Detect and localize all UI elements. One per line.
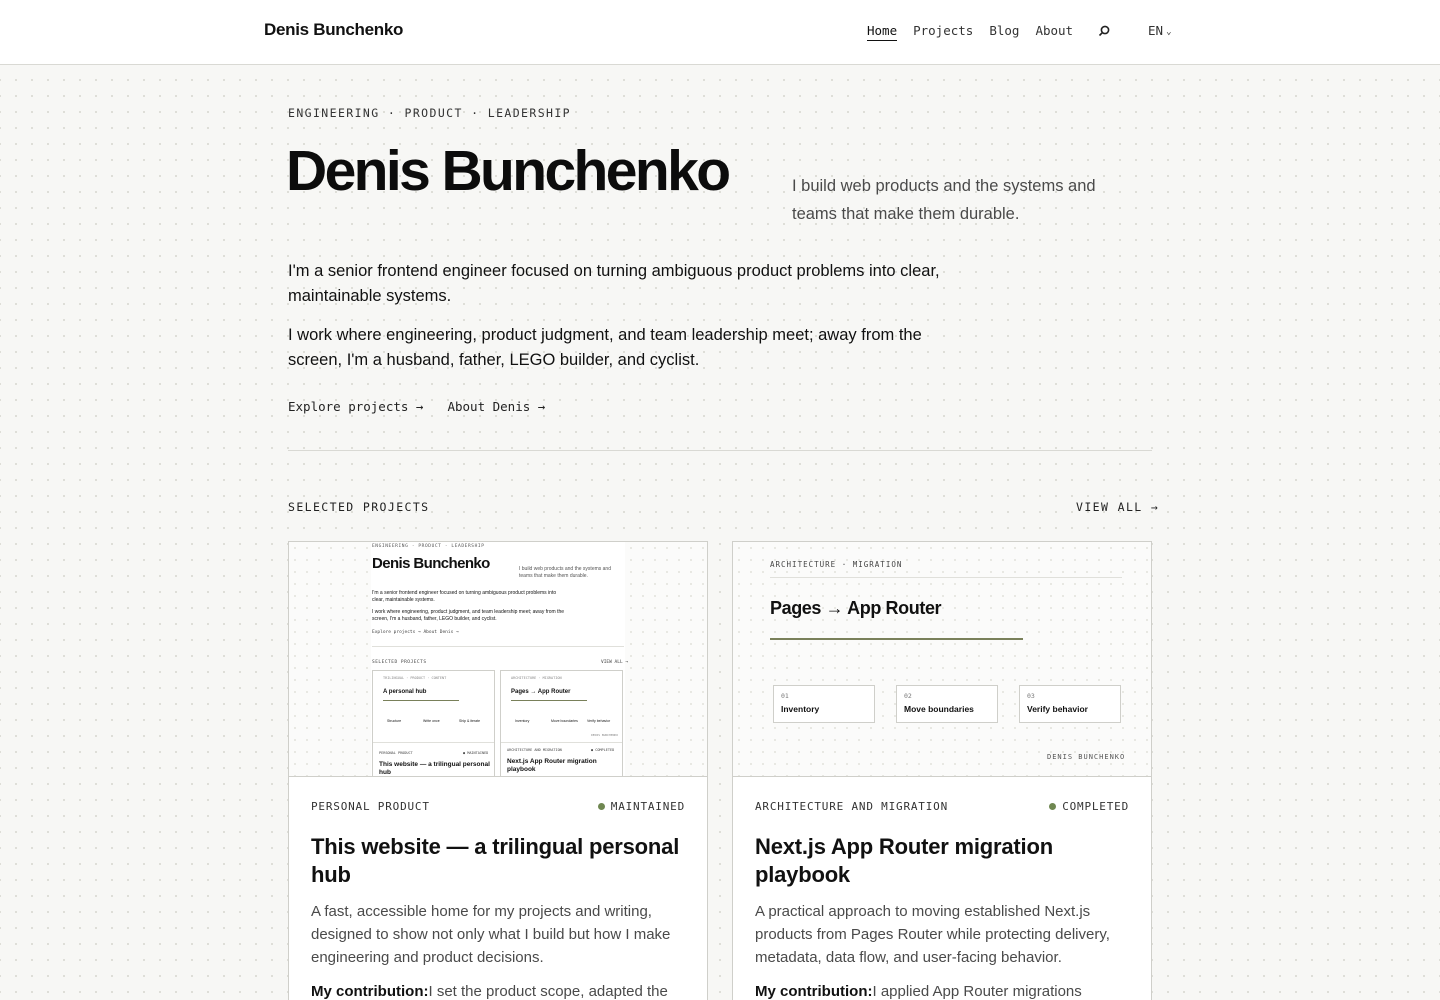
mini-card-a-title: A personal hub bbox=[383, 689, 427, 695]
mini-card-a-step-2: Write once bbox=[423, 719, 440, 723]
status-label: MAINTAINED bbox=[610, 800, 685, 813]
status-label: COMPLETED bbox=[1062, 800, 1129, 813]
hero-intro bbox=[288, 259, 968, 373]
mini-tagline-2: teams that make them durable. bbox=[519, 573, 588, 579]
explore-projects-link[interactable]: Explore projects → bbox=[288, 399, 424, 414]
mini-card-a-name: This website — a trilingual personal hub bbox=[379, 761, 490, 776]
mini-card-a-underline bbox=[383, 700, 459, 701]
mini-card-b-step-1: Inventory bbox=[515, 719, 530, 723]
mini-card-b-title: Pages → App Router bbox=[511, 689, 571, 695]
mini-p1-1: I'm a senior frontend engineer focused on turning ambiguous product problems into bbox=[372, 590, 557, 596]
card-description: A practical approach to moving established Next.js products from Pages Router while protecting delivery, metadata, data flow, and user-facing behavior. bbox=[755, 903, 1110, 966]
card-meta bbox=[755, 800, 1129, 813]
mini-p1-2: clear, maintainable systems. bbox=[372, 597, 435, 603]
step-number: 01 bbox=[781, 692, 789, 700]
mini-card-b-name: Next.js App Router migration playbook bbox=[507, 758, 597, 773]
card-category: ARCHITECTURE AND MIGRATION bbox=[755, 800, 948, 813]
hero-cta bbox=[288, 399, 545, 414]
mini-card-b bbox=[500, 670, 623, 777]
hero-kicker: ENGINEERING · PRODUCT · LEADERSHIP bbox=[288, 106, 572, 120]
mini-tagline-1: I build web products and the systems and bbox=[519, 566, 611, 572]
step-label: Move boundaries bbox=[904, 704, 974, 714]
diagram-step-3 bbox=[1019, 685, 1121, 723]
card-title[interactable]: This website — a trilingual personal hub bbox=[311, 834, 680, 887]
diagram-kicker: ARCHITECTURE · MIGRATION bbox=[770, 560, 903, 569]
mini-card-b-kicker: ARCHITECTURE · MIGRATION bbox=[511, 676, 562, 680]
step-label: Inventory bbox=[781, 704, 820, 714]
intro-paragraph-1: I'm a senior frontend engineer focused on turning ambiguous product problems into clear, maintainable systems. bbox=[288, 262, 940, 305]
nav-home[interactable]: Home bbox=[867, 23, 897, 41]
mini-card-b-status: ● COMPLETED bbox=[591, 748, 615, 752]
card-title[interactable]: Next.js App Router migration playbook bbox=[755, 834, 1053, 887]
about-link[interactable]: About Denis → bbox=[447, 399, 546, 414]
diagram-underline bbox=[770, 638, 1023, 640]
project-thumbnail bbox=[733, 542, 1151, 777]
diagram-rule bbox=[770, 577, 1122, 578]
mini-card-b-underline bbox=[511, 700, 587, 701]
intro-paragraph-2: I work where engineering, product judgment, and team leadership meet; away from the screen, I'm a husband, father, LEGO builder, and cyclist. bbox=[288, 326, 922, 369]
status-badge bbox=[598, 800, 685, 813]
hero-tagline: I build web products and the systems and teams that make them durable. bbox=[792, 177, 1096, 223]
mini-homepage-preview bbox=[371, 542, 629, 777]
mini-p2-2: screen, I'm a husband, father, LEGO builder, and cyclist. bbox=[372, 616, 497, 622]
nav-blog[interactable]: Blog bbox=[989, 23, 1020, 38]
mini-divider bbox=[372, 646, 624, 647]
mini-card-a-rule bbox=[373, 742, 494, 743]
view-all-link[interactable]: VIEW ALL → bbox=[1076, 500, 1160, 514]
divider bbox=[288, 450, 1152, 451]
contribution-label: My contribution: bbox=[755, 983, 873, 1000]
hero-title: Denis Bunchenko bbox=[286, 139, 729, 203]
card-meta bbox=[311, 800, 685, 813]
mini-p2-1: I work where engineering, product judgment, and team leadership meet; away from the bbox=[372, 609, 565, 615]
brand-logo[interactable]: Denis Bunchenko bbox=[264, 20, 404, 39]
mini-card-a-kicker: TRILINGUAL · PRODUCT · CONTENT bbox=[383, 676, 447, 680]
site-header bbox=[0, 0, 1440, 65]
project-thumbnail bbox=[289, 542, 707, 777]
card-category: PERSONAL PRODUCT bbox=[311, 800, 430, 813]
language-switcher[interactable] bbox=[1148, 23, 1171, 38]
status-dot-icon bbox=[598, 803, 605, 810]
contribution-label: My contribution: bbox=[311, 983, 429, 1000]
step-number: 03 bbox=[1027, 692, 1035, 700]
section-title: SELECTED PROJECTS bbox=[288, 500, 430, 514]
chevron-down-icon: ⌄ bbox=[1166, 27, 1172, 37]
card-contribution bbox=[311, 980, 691, 1000]
mini-card-a bbox=[372, 670, 495, 777]
project-card-website[interactable] bbox=[288, 541, 708, 1000]
nav-projects[interactable]: Projects bbox=[913, 23, 974, 38]
mini-kicker: ENGINEERING · PRODUCT · LEADERSHIP bbox=[372, 544, 485, 549]
contribution-text: I applied App Router migrations bbox=[872, 983, 1082, 1000]
diagram-step-1 bbox=[773, 685, 875, 723]
mini-card-b-category: ARCHITECTURE AND MIGRATION bbox=[507, 748, 562, 752]
mini-card-b-sign: DENIS BUNCHENKO bbox=[591, 733, 619, 737]
mini-card-b-step-3: Verify behavior bbox=[587, 719, 611, 723]
mini-title: Denis Bunchenko bbox=[372, 555, 490, 572]
status-badge bbox=[1049, 800, 1129, 813]
mini-card-a-status: ● MAINTAINED bbox=[463, 751, 489, 755]
project-card-app-router[interactable] bbox=[732, 541, 1152, 1000]
step-number: 02 bbox=[904, 692, 912, 700]
mini-section: SELECTED PROJECTS bbox=[372, 660, 427, 665]
mini-card-a-category: PERSONAL PRODUCT bbox=[379, 751, 413, 755]
step-label: Verify behavior bbox=[1027, 704, 1088, 714]
card-contribution bbox=[755, 980, 1135, 1000]
mini-card-b-rule bbox=[501, 742, 622, 743]
search-icon[interactable] bbox=[1097, 24, 1111, 38]
main-nav bbox=[867, 23, 1073, 41]
mini-card-a-step-3: Ship & iterate bbox=[459, 719, 481, 723]
status-dot-icon bbox=[1049, 803, 1056, 810]
mini-cta: Explore projects → About Denis → bbox=[372, 630, 459, 635]
mini-card-a-step-1: Structure bbox=[387, 719, 402, 723]
mini-view-all: VIEW ALL → bbox=[601, 660, 629, 665]
diagram-signature: DENIS BUNCHENKO bbox=[1047, 753, 1126, 761]
nav-about[interactable]: About bbox=[1035, 23, 1074, 38]
diagram-title: Pages → App Router bbox=[770, 598, 942, 618]
diagram-step-2 bbox=[896, 685, 998, 723]
mini-card-b-step-2: Move boundaries bbox=[551, 719, 578, 723]
language-current: EN bbox=[1148, 23, 1164, 38]
contribution-text: I set the product scope, adapted the bbox=[428, 983, 668, 1000]
card-description: A fast, accessible home for my projects and writing, designed to show not only what I build but how I make engineering and product decisions. bbox=[311, 903, 671, 966]
